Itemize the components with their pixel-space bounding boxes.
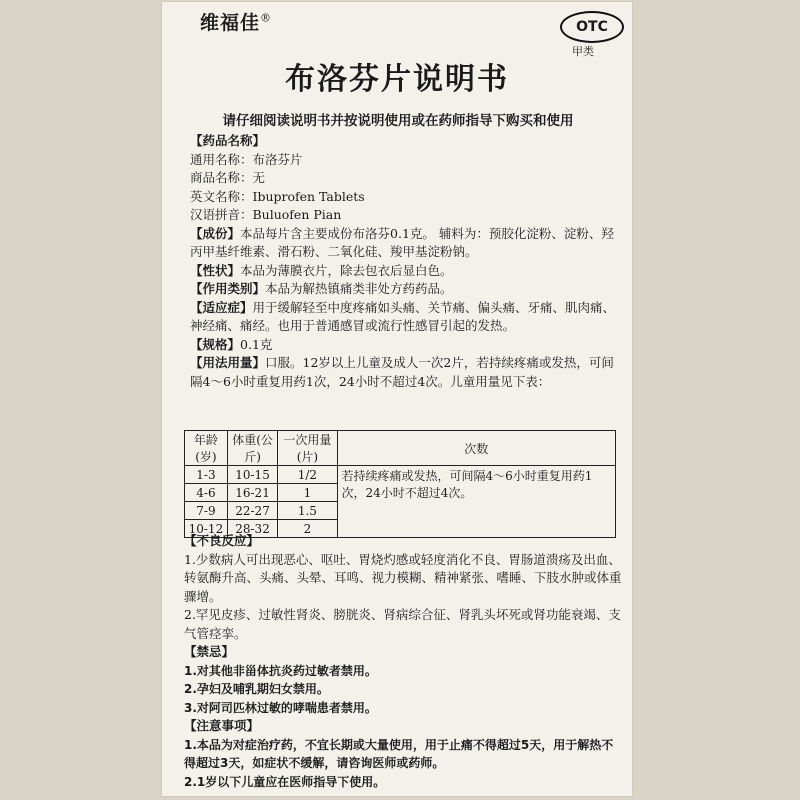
table-header-row: [185, 431, 616, 466]
section-heading: 【规格】: [190, 336, 241, 352]
precaution-item: 2.1岁以下儿童应在医师指导下使用。: [184, 774, 386, 789]
weight-cell: 22-27: [227, 502, 277, 520]
contraindication-item: 3.对阿司匹林过敏的哮喘患者禁用。: [184, 700, 377, 715]
main-content: [190, 132, 620, 391]
section-heading: 【作用类别】: [190, 281, 266, 296]
section-heading-adverse: 【不良反应】: [184, 533, 260, 548]
registered-mark: ®: [260, 11, 273, 25]
section-heading-contraindications: 【禁忌】: [184, 644, 235, 659]
adverse-item: 1.少数病人可出现恶心、呕吐、胃烧灼感或轻度消化不良、胃肠道溃疡及出血、转氨酶升高、头痛、头晕、耳鸣、视力模糊、精神紧张、嗜睡、下肢水肿或体重骤增。: [184, 551, 622, 604]
section-heading-precautions: 【注意事项】: [184, 718, 260, 733]
table-row: [185, 466, 616, 484]
leaflet-page: [162, 2, 632, 796]
section-composition: [190, 225, 620, 262]
pinyin-name: 汉语拼音：Buluofen Pian: [190, 207, 342, 222]
section-spec: [190, 336, 620, 355]
section-heading: 【药品名称】: [190, 133, 266, 148]
section-indications: [190, 299, 620, 336]
dose-cell: 2: [278, 520, 337, 538]
generic-name: 通用名称：布洛芬片: [190, 151, 303, 167]
column-header: 一次用量(片): [278, 431, 337, 466]
age-cell: 7-9: [185, 502, 228, 520]
section-heading: 【成份】: [190, 225, 241, 241]
column-header: 次数: [337, 431, 615, 466]
usage-notice: 请仔细阅读说明书并按说明使用或在药师指导下购买和使用: [222, 113, 574, 129]
page-title: 布洛芬片说明书: [285, 62, 509, 97]
column-header: 年龄(岁): [185, 431, 228, 466]
column-header: 体重(公斤): [227, 431, 277, 466]
section-text: 用于缓解轻至中度疼痛如头痛、关节痛、偏头痛、牙痛、肌肉痛、神经痛、痛经。也用于普通感冒或流行性感冒引起的发热。: [190, 299, 616, 333]
brand-logo: [200, 8, 272, 35]
section-heading: 【适应症】: [190, 299, 253, 315]
contraindication-item: 2.孕妇及哺乳期妇女禁用。: [184, 682, 329, 696]
adverse-item: 2.罕见皮疹、过敏性肾炎、膀胱炎、肾病综合征、肾乳头坏死或肾功能衰竭、支气管痉挛。: [184, 607, 621, 641]
section-dosage: [190, 354, 620, 391]
weight-cell: 10-15: [227, 466, 277, 484]
trade-name: 商品名称：无: [190, 170, 266, 185]
section-properties: [190, 262, 620, 281]
english-name: 英文名称：Ibuprofen Tablets: [190, 188, 365, 204]
age-cell: 10-12: [185, 520, 228, 538]
dose-cell: 1.5: [278, 502, 337, 520]
section-category: [190, 280, 620, 299]
dose-cell: 1: [278, 484, 337, 502]
dosage-table: [184, 430, 616, 538]
section-text: 本品为薄膜衣片，除去包衣后显白色。: [240, 262, 453, 278]
contraindication-item: 1.对其他非甾体抗炎药过敏者禁用。: [184, 663, 377, 678]
age-cell: 1-3: [185, 466, 228, 484]
section-text: 本品每片含主要成份布洛芬0.1克。 辅料为：预胶化淀粉、淀粉、羟丙甲基纤维素、滑石粉、二氧化硅、羧甲基淀粉钠。: [190, 225, 614, 259]
weight-cell: 28-32: [227, 520, 277, 538]
precaution-item: 1.本品为对症治疗药，不宜长期或大量使用，用于止痛不得超过5天，用于解热不得超过3天，如症状不缓解，请咨询医师或药师。: [184, 737, 614, 770]
weight-cell: 16-21: [227, 484, 277, 502]
section-heading: 【性状】: [190, 262, 241, 278]
section-text: 本品为解热镇痛类非处方药药品。: [265, 281, 453, 296]
otc-badge: OTC: [560, 11, 624, 43]
section-text: 口服。12岁以上儿童及成人一次2片，若持续疼痛或发热，可间隔4～6小时重复用药1次，24小时不超过4次。儿童用量见下表：: [190, 355, 614, 389]
brand-name: 维福佳: [200, 12, 261, 34]
otc-class-label: 甲类: [572, 45, 594, 58]
section-text: 0.1克: [240, 336, 273, 352]
lower-content: [184, 532, 624, 791]
section-heading: 【用法用量】: [190, 355, 266, 370]
frequency-note: 若持续疼痛或发热，可间隔4～6小时重复用药1次，24小时不超过4次。: [337, 466, 615, 538]
age-cell: 4-6: [185, 484, 228, 502]
dose-cell: 1/2: [278, 466, 337, 484]
section-drug-name: [190, 132, 620, 225]
